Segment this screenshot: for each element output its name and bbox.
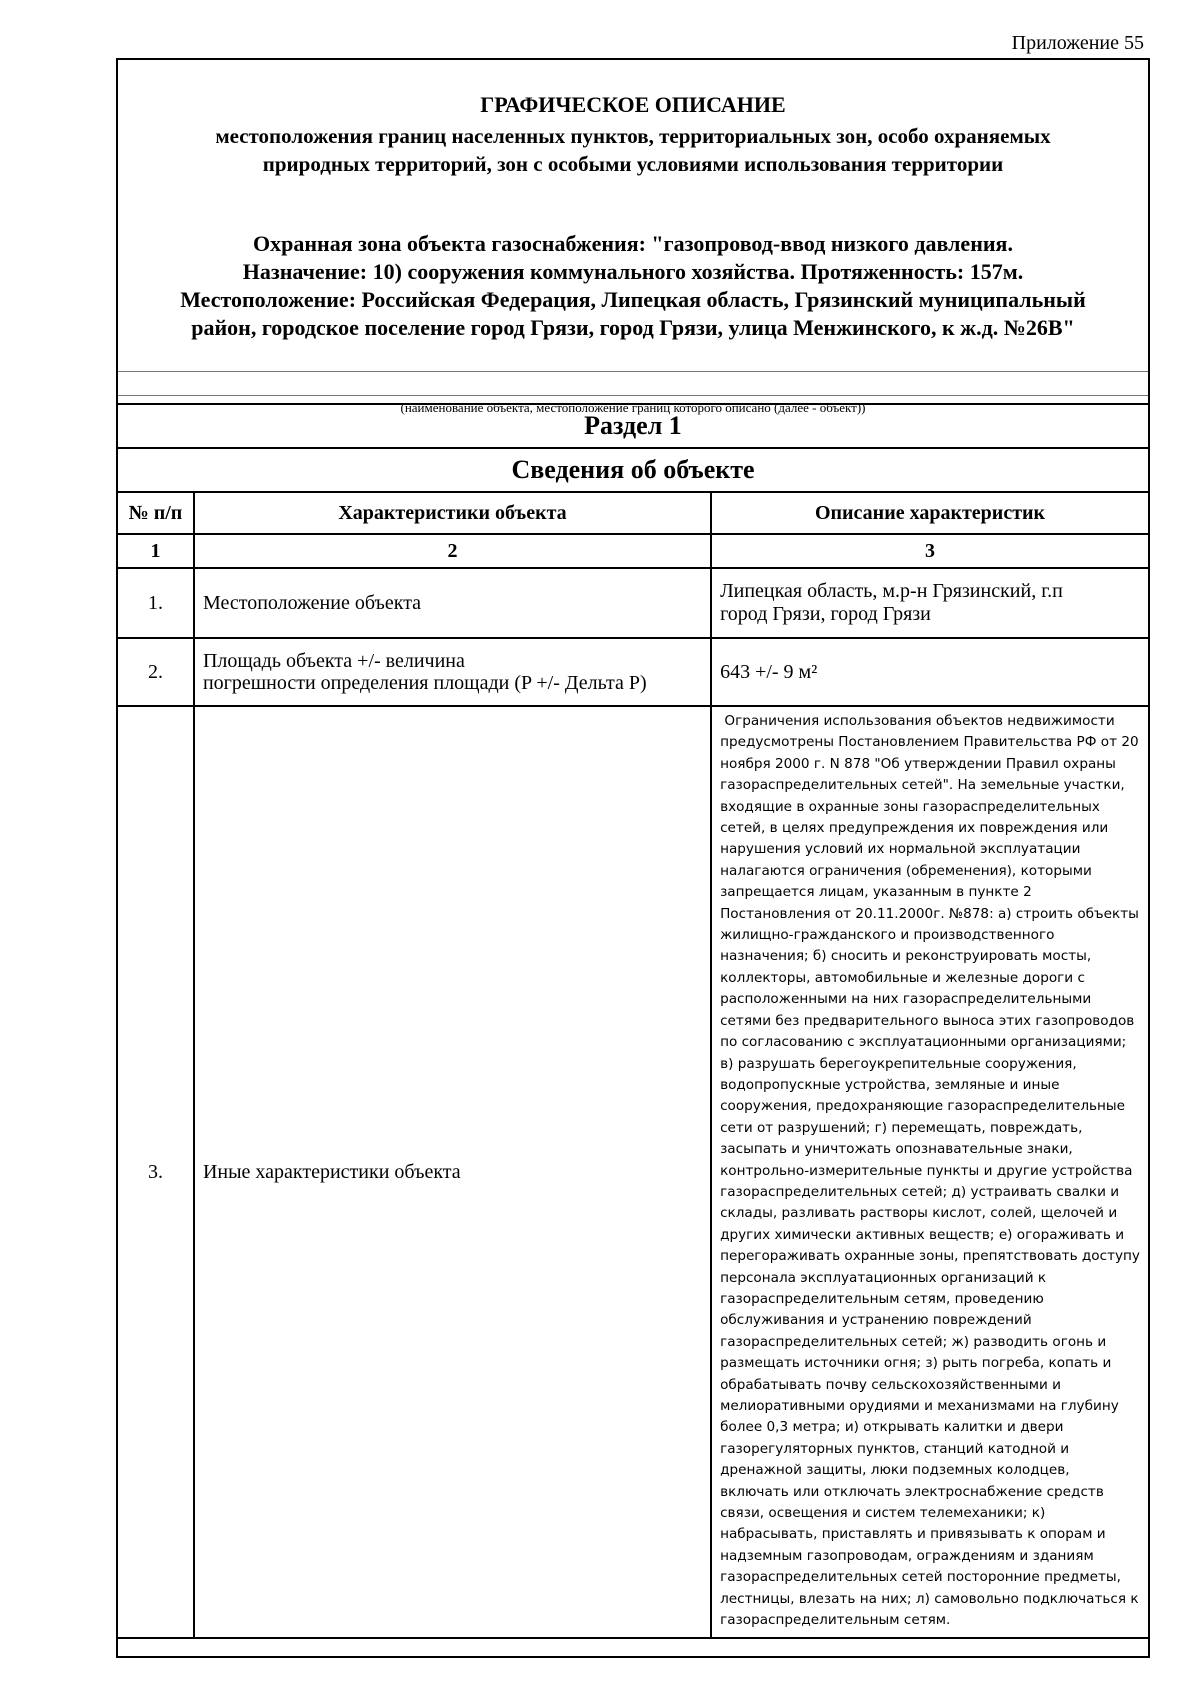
value-line: газорегуляторных пунктов, станций катодной и: [720, 1440, 1070, 1457]
value-line: других химически активных веществ; е) огораживать и: [720, 1226, 1125, 1243]
value-line: связи, освещения и систем телемеханики; к): [720, 1505, 1046, 1522]
value-line: по согласованию с эксплуатационными организациями;: [720, 1034, 1127, 1051]
row-value-long: [711, 706, 1149, 1638]
object-line: Назначение: 10) сооружения коммунального хозяйства. Протяженность: 157м.: [242, 259, 1024, 284]
value-line: расположенными на них газораспределительными: [720, 991, 1092, 1008]
value-line: персонала эксплуатационных организаций к: [720, 1269, 1047, 1286]
value-line: перегораживать охранные зоны, препятствовать доступу: [720, 1248, 1140, 1265]
subtitle-line: местоположения границ населенных пунктов, территориальных зон, особо охраняемых: [215, 124, 1051, 148]
document-subtitle: [138, 122, 1128, 178]
value-line: жилищно-гражданского и производственного: [720, 927, 1055, 944]
value-line: лестницы, влезать на них; л) самовольно подключаться к: [720, 1590, 1139, 1607]
value-line: сети от разрушений; г) перемещать, повреждать,: [720, 1119, 1083, 1136]
value-line: сетей, в целях предупреждения их повреждения или: [720, 820, 1109, 837]
value-line: надземным газопроводам, ограждениям и зданиям: [720, 1547, 1094, 1564]
appendix-label: Приложение 55: [1011, 32, 1144, 54]
row-value: 643 +/- 9 м²: [711, 638, 1149, 706]
row-number: 3.: [117, 706, 194, 1638]
column-number: 2: [194, 534, 711, 568]
value-line: набрасывать, приставлять и привязывать к опорам и: [720, 1526, 1106, 1543]
document-header: [118, 60, 1148, 371]
value-line: входящие в охранные зоны газораспределительных: [720, 798, 1100, 815]
row-number: 2.: [117, 638, 194, 706]
value-line: дренажной защиты, люки подземных колодцев,: [720, 1462, 1070, 1479]
row-label: Иные характеристики объекта: [194, 706, 711, 1638]
value-line: в) разрушать берегоукрепительные сооружения,: [720, 1055, 1077, 1072]
value-line: обслуживания и устранению повреждений: [720, 1312, 1032, 1329]
value-line: сооружения, предохраняющие газораспределительные: [720, 1098, 1126, 1115]
value-line: засыпать и уничтожать опознавательные знаки,: [720, 1141, 1073, 1158]
document-title: ГРАФИЧЕСКОЕ ОПИСАНИЕ: [480, 92, 786, 117]
value-line: газораспределительных сетей; ж) разводить огонь и: [720, 1333, 1107, 1350]
value-line: газораспределительным сетям.: [720, 1612, 951, 1629]
value-line: Постановления от 20.11.2000г. №878: а) строить объекты: [720, 905, 1139, 922]
object-line: район, городское поселение город Грязи, город Грязи, улица Менжинского, к ж.д. №26В": [191, 315, 1075, 340]
table-row: [117, 638, 1149, 706]
divider: [118, 395, 1148, 396]
value-line: газораспределительных сетей; д) устраивать свалки и: [720, 1183, 1120, 1200]
object-note: (наименование объекта, местоположение границ которого описано (далее - объект)): [400, 400, 866, 415]
value-line: налагаются ограничения (обременения), которыми: [720, 862, 1092, 879]
value-line: более 0,3 метра; и) открывать калитки и двери: [720, 1419, 1064, 1436]
section-subtitle: Сведения об объекте: [117, 448, 1149, 492]
column-number: 1: [117, 534, 194, 568]
value-line: размещать источники огня; з) рыть погреба, копать и: [720, 1355, 1112, 1372]
value-line: водопропускные устройства, земляные и иные: [720, 1076, 1060, 1093]
divider: [118, 371, 1148, 372]
table-header-row: [117, 492, 1149, 534]
value-line: включать или отключать электроснабжение средств: [720, 1483, 1104, 1500]
value-line: назначения; б) сносить и реконструировать мосты,: [720, 948, 1092, 965]
value-line: газораспределительных сетей посторонние предметы,: [720, 1569, 1121, 1586]
object-info-table: [116, 403, 1150, 1639]
subtitle-line: природных территорий, зон с особыми условиями использования территории: [262, 152, 1004, 176]
object-line: Охранная зона объекта газоснабжения: "газопровод-ввод низкого давления.: [253, 231, 1013, 256]
value-line: мелиоративными орудиями и механизмами на глубину: [720, 1398, 1119, 1414]
column-number-row: [117, 534, 1149, 568]
value-line: город Грязи, город Грязи: [720, 603, 931, 625]
value-line: контрольно-измерительные пункты и другие устройства: [720, 1162, 1133, 1179]
value-line: Липецкая область, м.р-н Грязинский, г.п: [720, 580, 1063, 602]
row-label: Местоположение объекта: [194, 568, 711, 638]
value-line: газораспределительным сетям, проведению: [720, 1290, 1044, 1307]
row-number: 1.: [117, 568, 194, 638]
table-row: [117, 706, 1149, 1638]
label-line: Площадь объекта +/- величина: [202, 650, 465, 672]
row-value: [711, 568, 1149, 638]
object-line: Местоположение: Российская Федерация, Липецкая область, Грязинский муниципальный: [180, 287, 1086, 312]
value-line: Ограничения использования объектов недвижимости: [720, 713, 1115, 729]
value-line: коллекторы, автомобильные и железные дороги с: [720, 969, 1085, 986]
row-label: [194, 638, 711, 706]
value-line: газораспределительных сетей". На земельные участки,: [720, 777, 1125, 794]
value-line: обрабатывать почву сельскохозяйственными и: [720, 1376, 1061, 1393]
section-title: Раздел 1: [117, 404, 1149, 448]
column-number: 3: [711, 534, 1149, 568]
column-header: № п/п: [117, 492, 194, 534]
value-line: нарушения условий их нормальной эксплуатации: [720, 841, 1081, 858]
value-line: запрещается лицам, указанным в пункте 2: [720, 884, 1032, 901]
document-frame: [116, 58, 1150, 1658]
column-header: Описание характеристик: [711, 492, 1149, 534]
value-line: склады, разливать растворы кислот, солей, щелочей и: [720, 1205, 1118, 1222]
value-line: сетями без предварительного выноса этих газопроводов: [720, 1012, 1135, 1029]
table-row: [117, 568, 1149, 638]
object-name: [128, 230, 1138, 342]
value-line: ноября 2000 г. N 878 "Об утверждении Правил охраны: [720, 755, 1116, 772]
column-header: Характеристики объекта: [194, 492, 711, 534]
value-line: предусмотрены Постановлением Правительства РФ от 20: [720, 734, 1139, 751]
label-line: погрешности определения площади (P +/- Дельта P): [202, 672, 647, 694]
